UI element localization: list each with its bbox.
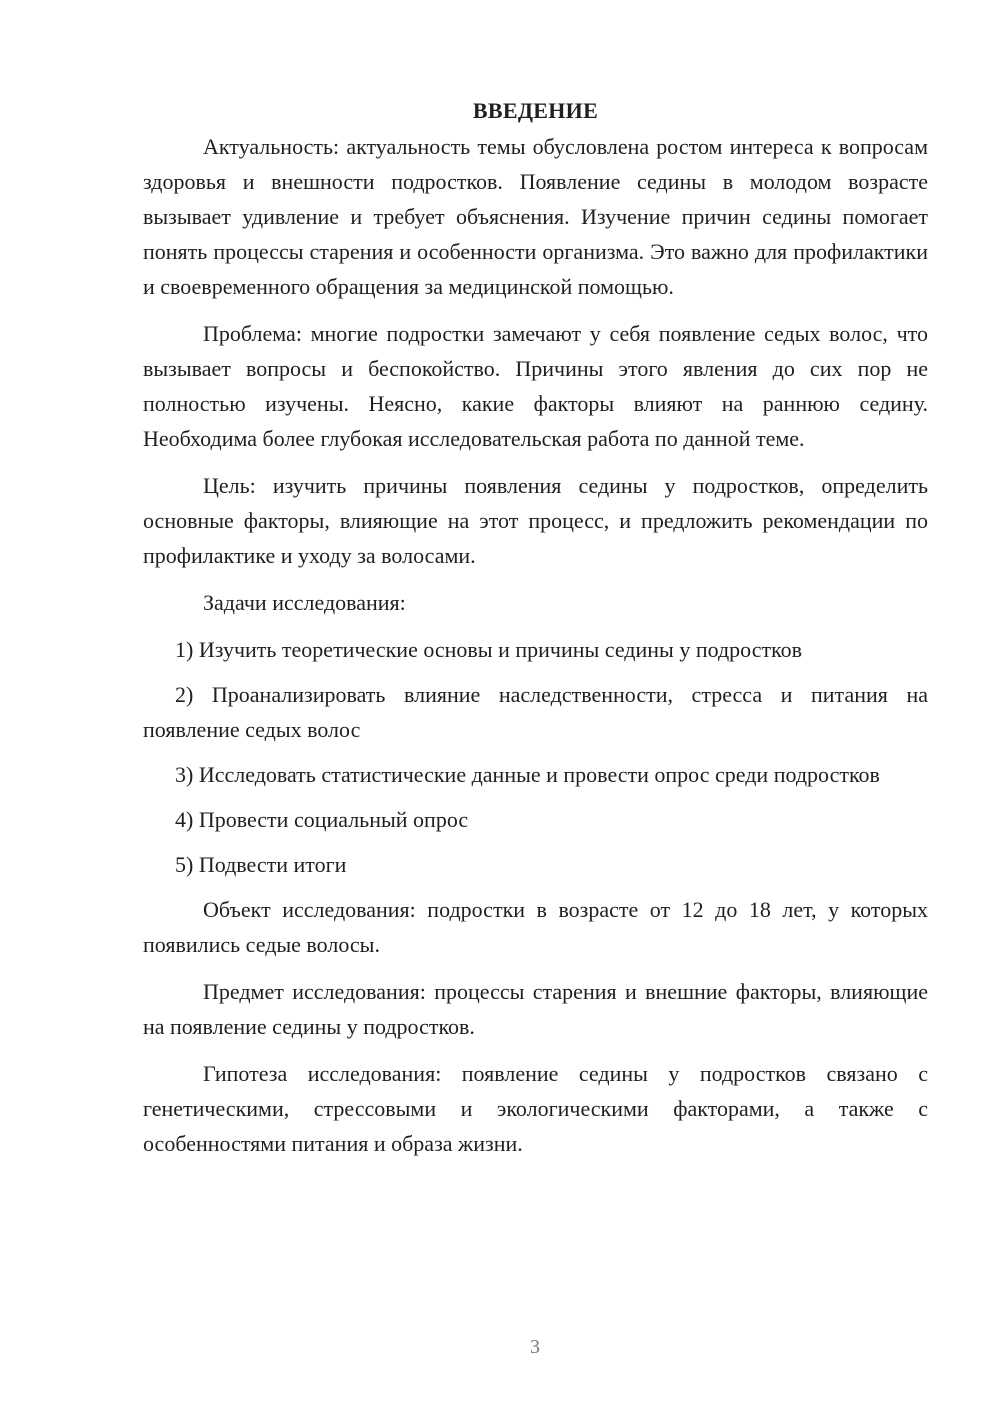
tasks-heading: Задачи исследования: — [203, 590, 406, 615]
hypothesis-paragraph: Гипотеза исследования: появление седины у подростков связано с генетическими, стрессовыми и экологическими факторами, а также с особенностями питания и образа жизни. — [143, 1061, 928, 1156]
task-item-5: 5) Подвести итоги — [175, 852, 347, 877]
task-item-3: 3) Исследовать статистические данные и провести опрос среди подростков — [175, 762, 880, 787]
task-item-1: 1) Изучить теоретические основы и причины седины у подростков — [175, 637, 803, 662]
object-paragraph: Объект исследования: подростки в возрасте от 12 до 18 лет, у которых появились седые волосы. — [143, 897, 928, 957]
goal-paragraph: Цель: изучить причины появления седины у подростков, определить основные факторы, влияющие на этот процесс, и предложить рекомендации по профилактике и уходу за волосами. — [143, 473, 928, 568]
document-body — [143, 93, 928, 1173]
page-number: 3 — [530, 1336, 540, 1358]
task-item-2: 2) Проанализировать влияние наследственности, стресса и питания на появление седых волос — [143, 682, 928, 742]
section-title: ВВЕДЕНИЕ — [472, 98, 599, 123]
task-item-4: 4) Провести социальный опрос — [175, 807, 469, 832]
subject-paragraph: Предмет исследования: процессы старения и внешние факторы, влияющие на появление седины у подростков. — [143, 979, 928, 1039]
problem-paragraph: Проблема: многие подростки замечают у себя появление седых волос, что вызывает вопросы и беспокойство. Причины этого явления до сих пор не полностью изучены. Неясно, какие факторы влияют на раннюю седину. Необходима более глубокая исследовательская работа по данной теме. — [143, 321, 928, 451]
relevance-paragraph: Актуальность: актуальность темы обусловлена ростом интереса к вопросам здоровья и внешности подростков. Появление седины в молодом возрасте вызывает удивление и требует объяснения. Изучение причин седины помогает понять процессы старения и особенности организма. Это важно для профилактики и своевременного обращения за медицинской помощью. — [143, 134, 928, 299]
